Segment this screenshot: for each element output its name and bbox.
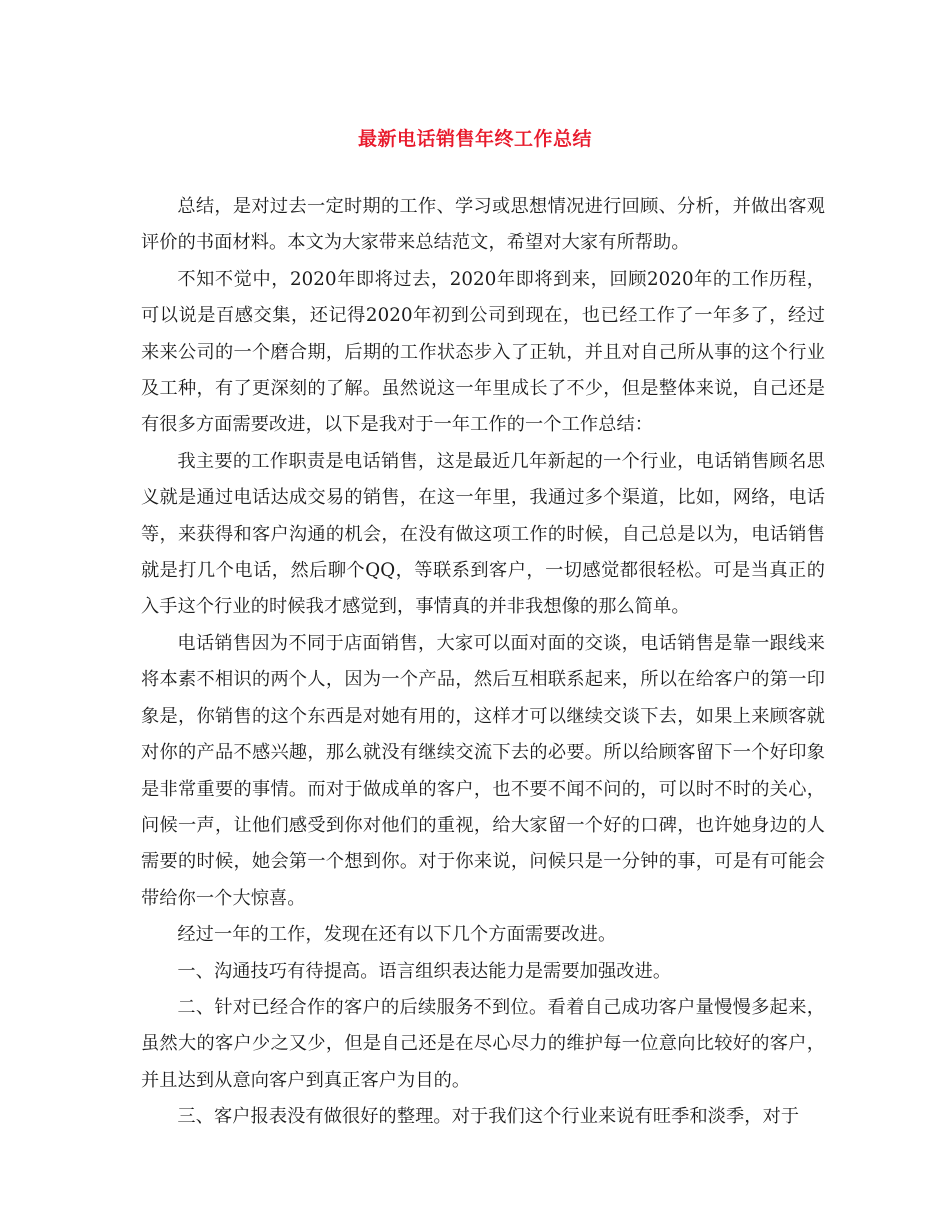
paragraph-phone-sales: 电话销售因为不同于店面销售，大家可以面对面的交谈，电话销售是靠一跟线来将本素不相识的两个人，因为一个产品，然后互相联系起来，所以在给客户的第一印象是，你销售的这个东西是对她有用的，这样才可以继续交谈下去，如果上来顾客就对你的产品不感兴趣，那么就没有继续交流下去的必要。所以给顾客留下一个好印象是非常重要的事情。而对于做成单的客户，也不要不闻不问的，可以时不时的关心，问候一声，让他们感受到你对他们的重视，给大家留一个好的口碑，也许她身边的人需要的时候，她会第一个想到你。对于你来说，问候只是一分钟的事，可是有可能会带给你一个大惊喜。 [141,632,825,909]
paragraph-intro: 总结，是对过去一定时期的工作、学习或思想情况进行回顾、分析，并做出客观评价的书面材料。本文为大家带来总结范文，希望对大家有所帮助。 [141,196,825,254]
paragraph-item-3: 三、客户报表没有做很好的整理。对于我们这个行业来说有旺季和淡季，对于 [177,1106,800,1128]
paragraph-review: 不知不觉中，2020年即将过去，2020年即将到来，回顾2020年的工作历程，可以说是百感交集，还记得2020年初到公司到现在，也已经工作了一年多了，经过来来公司的一个磨合期，后期的工作状态步入了正轨，并且对自己所从事的这个行业及工种，有了更深刻的了解。虽然说这一年里成长了不少，但是整体来说，自己还是有很多方面需要改进，以下是我对于一年工作的一个工作总结： [141,268,825,436]
page-title: 最新电话销售年终工作总结 [357,128,592,150]
paragraph-improvements-intro: 经过一年的工作，发现在还有以下几个方面需要改进。 [177,924,617,946]
document-body [141,189,825,1136]
paragraph-duties: 我主要的工作职责是电话销售，这是最近几年新起的一个行业，电话销售顾名思义就是通过电话达成交易的销售，在这一年里，我通过多个渠道，比如，网络，电话等，来获得和客户沟通的机会，在没有做这项工作的时候，自己总是以为，电话销售就是打几个电话，然后聊个QQ，等联系到客户，一切感觉都很轻松。可是当真正的入手这个行业的时候我才感觉到，事情真的并非我想像的那么简单。 [141,450,825,618]
paragraph-item-2: 二、针对已经合作的客户的后续服务不到位。看着自己成功客户量慢慢多起来，虽然大的客户少之又少，但是自己还是在尽心尽力的维护每一位意向比较好的客户，并且达到从意向客户到真正客户为目的。 [141,996,825,1091]
paragraph-item-1: 一、沟通技巧有待提高。语言组织表达能力是需要加强改进。 [177,960,672,982]
